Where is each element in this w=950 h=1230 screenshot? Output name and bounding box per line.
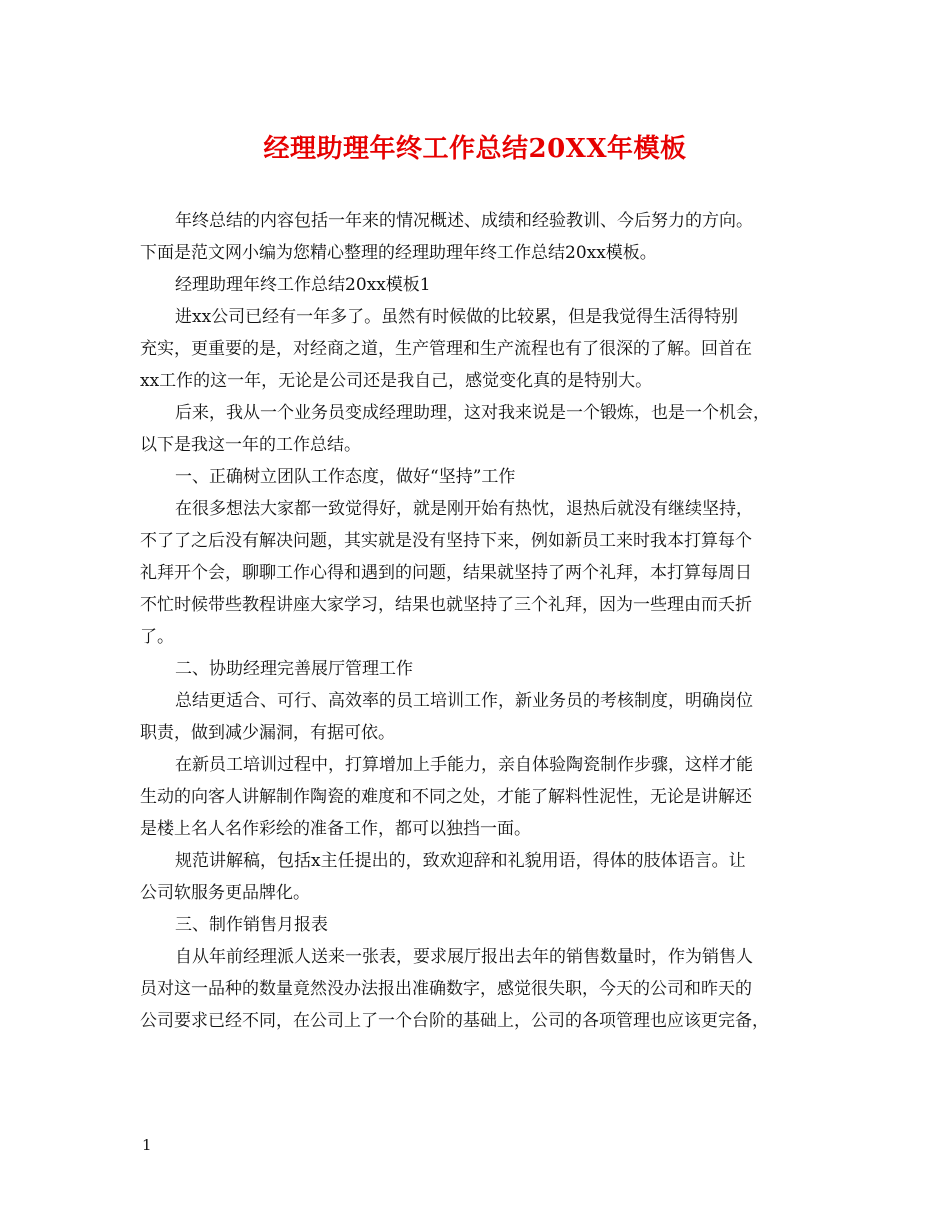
body-text-line: 进xx公司已经有一年多了。虽然有时候做的比较累，但是我觉得生活得特别: [175, 307, 739, 327]
body-text-line: 二、协助经理完善展厅管理工作: [175, 659, 413, 679]
body-text-line: 三、制作销售月报表: [175, 915, 328, 935]
body-text-line: 以下是我这一年的工作总结。: [140, 435, 361, 455]
body-text-line: xx工作的这一年，无论是公司还是我自己，感觉变化真的是特别大。: [140, 371, 653, 391]
body-text-line: 经理助理年终工作总结20xx模板1: [175, 275, 431, 295]
body-text-line: 后来，我从一个业务员变成经理助理，这对我来说是一个锻炼，也是一个机会，: [175, 403, 770, 423]
body-text-line: 公司软服务更品牌化。: [140, 883, 310, 903]
body-text-line: 公司要求已经不同，在公司上了一个台阶的基础上，公司的各项管理也应该更完备，: [140, 1011, 769, 1031]
body-text-line: 自从年前经理派人送来一张表，要求展厅报出去年的销售数量时，作为销售人: [175, 947, 753, 967]
body-text-line: 职责，做到减少漏洞，有据可依。: [140, 723, 395, 743]
body-text-line: 规范讲解稿，包括x主任提出的，致欢迎辞和礼貌用语，得体的肢体语言。让: [175, 851, 746, 871]
body-text-line: 不忙时候带些教程讲座大家学习，结果也就坚持了三个礼拜，因为一些理由而夭折: [140, 595, 752, 615]
body-text-line: 总结更适合、可行、高效率的员工培训工作，新业务员的考核制度，明确岗位: [175, 691, 753, 711]
body-text-line: 充实，更重要的是，对经商之道，生产管理和生产流程也有了很深的了解。回首在: [140, 339, 752, 359]
body-text-line: 礼拜开个会，聊聊工作心得和遇到的问题，结果就坚持了两个礼拜，本打算每周日: [140, 563, 752, 583]
body-text-line: 一、正确树立团队工作态度，做好“坚持”工作: [175, 467, 516, 487]
body-text-line: 年终总结的内容包括一年来的情况概述、成绩和经验教训、今后努力的方向。: [175, 211, 753, 231]
document-title: 经理助理年终工作总结20XX年模板: [263, 134, 687, 164]
body-text-line: 在很多想法大家都一致觉得好，就是刚开始有热忱，退热后就没有继续坚持，: [175, 499, 753, 519]
body-text-line: 下面是范文网小编为您精心整理的经理助理年终工作总结20xx模板。: [140, 243, 657, 263]
body-text-line: 在新员工培训过程中，打算增加上手能力，亲自体验陶瓷制作步骤，这样才能: [175, 755, 753, 775]
body-text-line: 生动的向客人讲解制作陶瓷的难度和不同之处，才能了解料性泥性，无论是讲解还: [140, 787, 752, 807]
body-text-line: 不了了之后没有解决问题，其实就是没有坚持下来，例如新员工来时我本打算每个: [140, 531, 752, 551]
body-text-line: 了。: [140, 627, 174, 647]
page-number: 1: [142, 1136, 152, 1154]
body-text-line: 员对这一品种的数量竟然没办法报出准确数字，感觉很失职，今天的公司和昨天的: [140, 979, 752, 999]
body-text-line: 是楼上名人名作彩绘的准备工作，都可以独挡一面。: [140, 819, 531, 839]
document-body: [140, 205, 820, 1037]
